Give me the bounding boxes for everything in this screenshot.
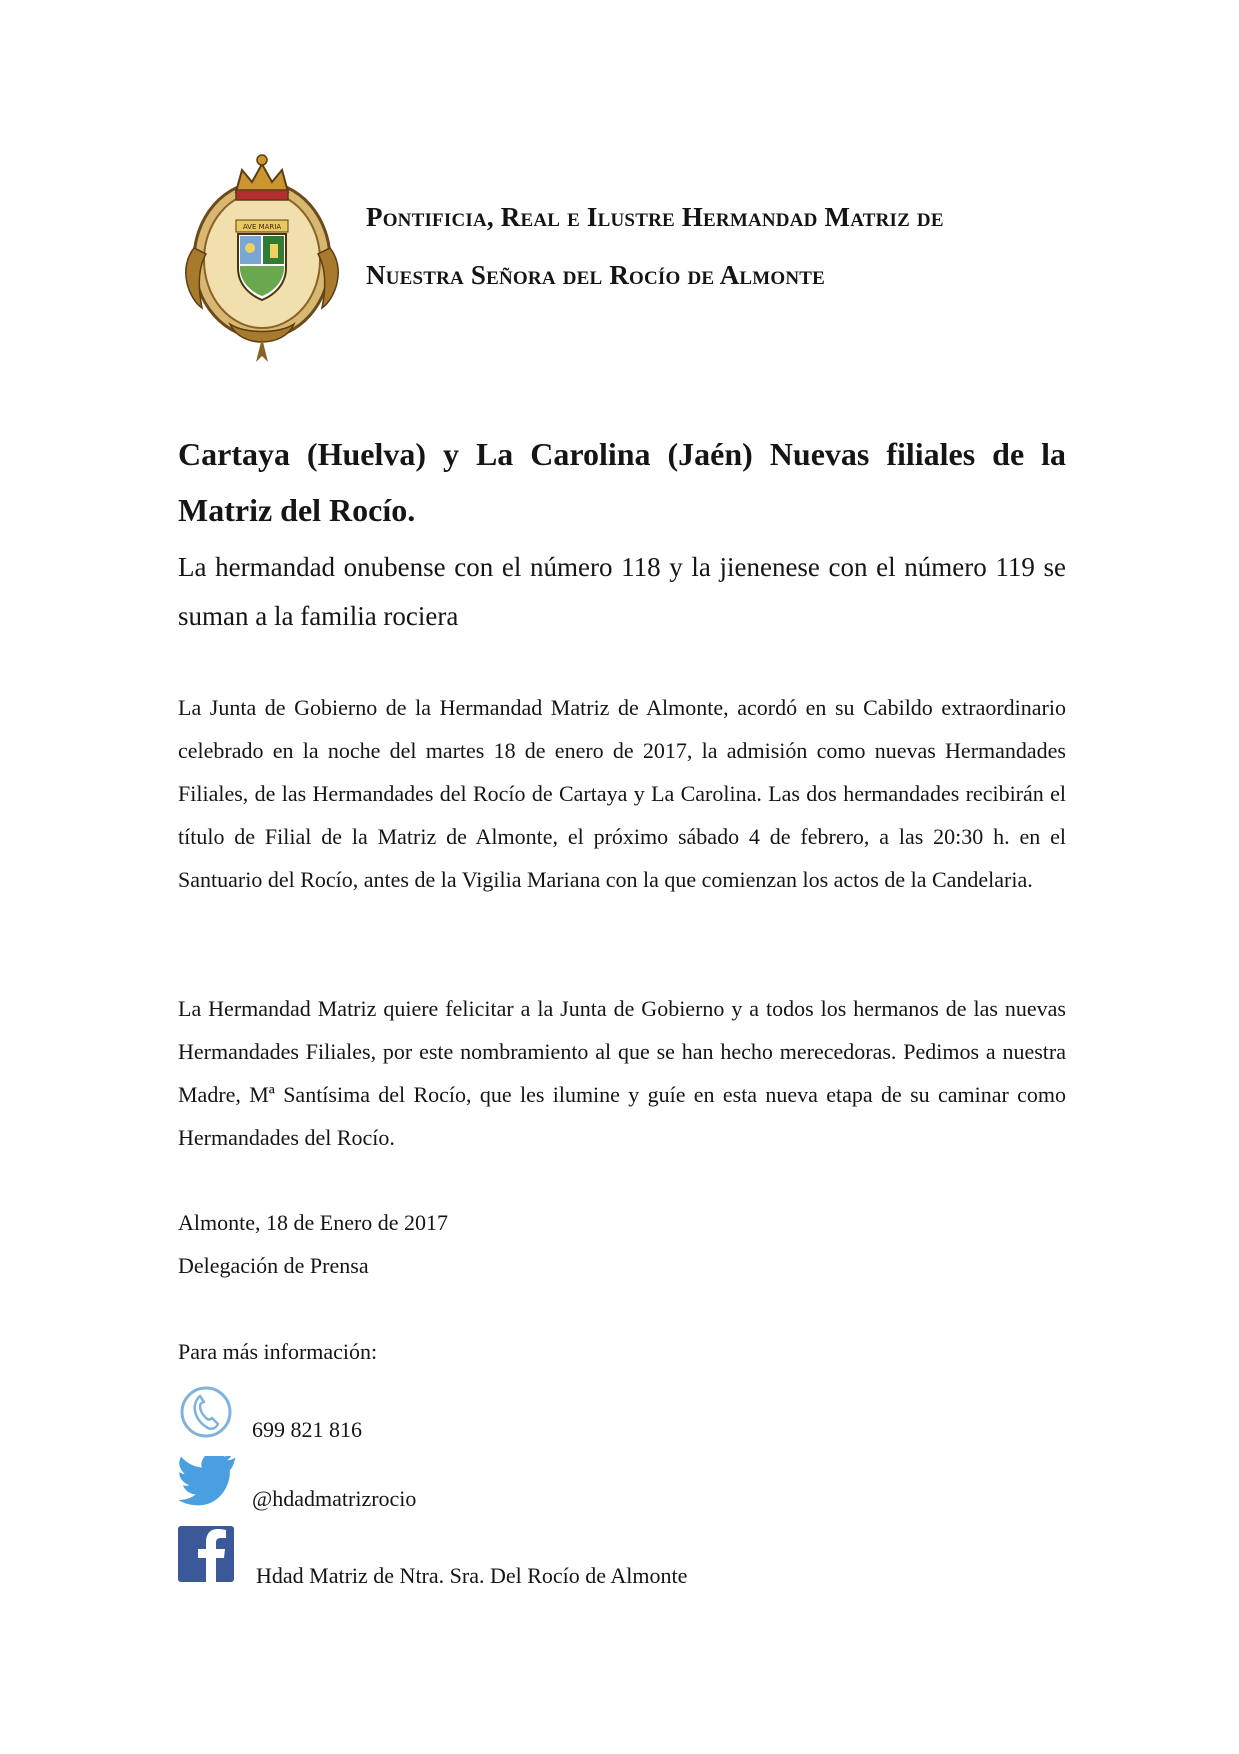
organization-name-line2: Nuestra Señora del Rocío de Almonte	[366, 260, 826, 290]
hermandad-coat-of-arms	[180, 148, 344, 366]
signoff-department: Delegación de Prensa	[178, 1253, 369, 1278]
press-release-subheadline: La hermandad onubense con el número 118 y la jienenese con el número 119 se suman a la familia rociera	[178, 552, 1066, 631]
contact-facebook[interactable]: Hdad Matriz de Ntra. Sra. Del Rocío de Almonte	[256, 1563, 688, 1588]
facebook-icon	[178, 1526, 234, 1582]
emblem-ribbon-text: AVE MARIA	[242, 223, 282, 231]
contact-twitter[interactable]: @hdadmatrizrocio	[252, 1486, 417, 1511]
press-release-headline: Cartaya (Huelva) y La Carolina (Jaén) Nuevas filiales de la Matriz del Rocío.	[178, 436, 1066, 528]
contact-title: Para más información:	[178, 1339, 378, 1364]
organization-name-line1: Pontificia, Real e Ilustre Hermandad Matriz de	[366, 202, 944, 232]
organization-name	[366, 188, 1086, 304]
body-paragraph-2: La Hermandad Matriz quiere felicitar a la Junta de Gobierno y a todos los hermanos de las nuevas Hermandades Filiales, por este nombramiento al que se han hecho merecedoras. Pedimos a nuestra Madre, Mª Santísima del Rocío, que les ilumine y guíe en esta nueva etapa de su caminar como Hermandades del Rocío.	[178, 996, 1066, 1150]
signoff-place-date: Almonte, 18 de Enero de 2017	[178, 1210, 449, 1235]
signoff	[178, 1201, 448, 1287]
phone-icon	[178, 1384, 234, 1440]
body-paragraph-1: La Junta de Gobierno de la Hermandad Matriz de Almonte, acordó en su Cabildo extraordinario celebrado en la noche del martes 18 de enero de 2017, la admisión como nuevas Hermandades Filiales, de las Hermandades del Rocío de Cartaya y La Carolina. Las dos hermandades recibirán el título de Filial de la Matriz de Almonte, el próximo sábado 4 de febrero, a las 20:30 h. en el Santuario del Rocío, antes de la Vigilia Mariana con la que comienzan los actos de la Candelaria.	[178, 695, 1066, 892]
contact-phone[interactable]: 699 821 816	[252, 1417, 362, 1442]
twitter-icon	[178, 1456, 238, 1508]
